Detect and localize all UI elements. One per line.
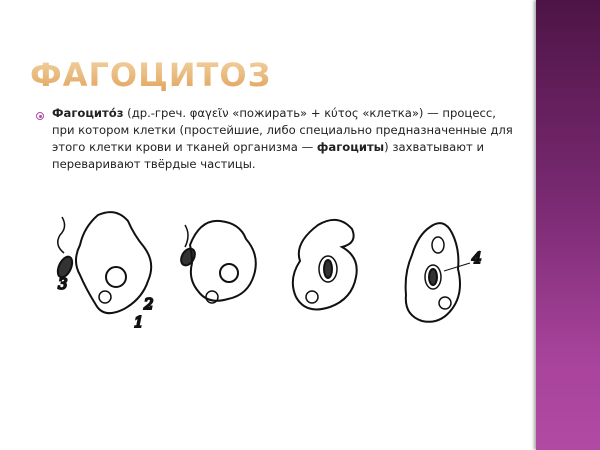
label-2: 2 [144,295,154,313]
stage-3 [293,220,357,310]
stage-4 [406,223,482,322]
definition-text-2: ) захватывают и переваривают твёрдые частицы. [52,140,485,171]
term: Фагоцито́з [52,106,124,120]
stage-2 [178,221,255,303]
label-3: 3 [58,275,68,293]
bullet-icon [36,112,44,120]
phagocytosis-figure [40,205,510,355]
definition-text-1: (др.-греч. φαγεῖν «пожирать» + κύτος «клетка») — процесс, при котором клетки (простейшие, либо специально предназначенные для этого клетки крови и тканей организма — [52,106,513,154]
slide-title: ФАГОЦИТОЗ [30,56,272,94]
label-1: 1 [134,313,144,331]
term-phagocytes: фагоциты [316,140,385,154]
definition-paragraph [52,105,522,173]
stage-1 [55,212,154,331]
decorative-sidebar [536,0,600,450]
label-4: 4 [472,249,482,267]
